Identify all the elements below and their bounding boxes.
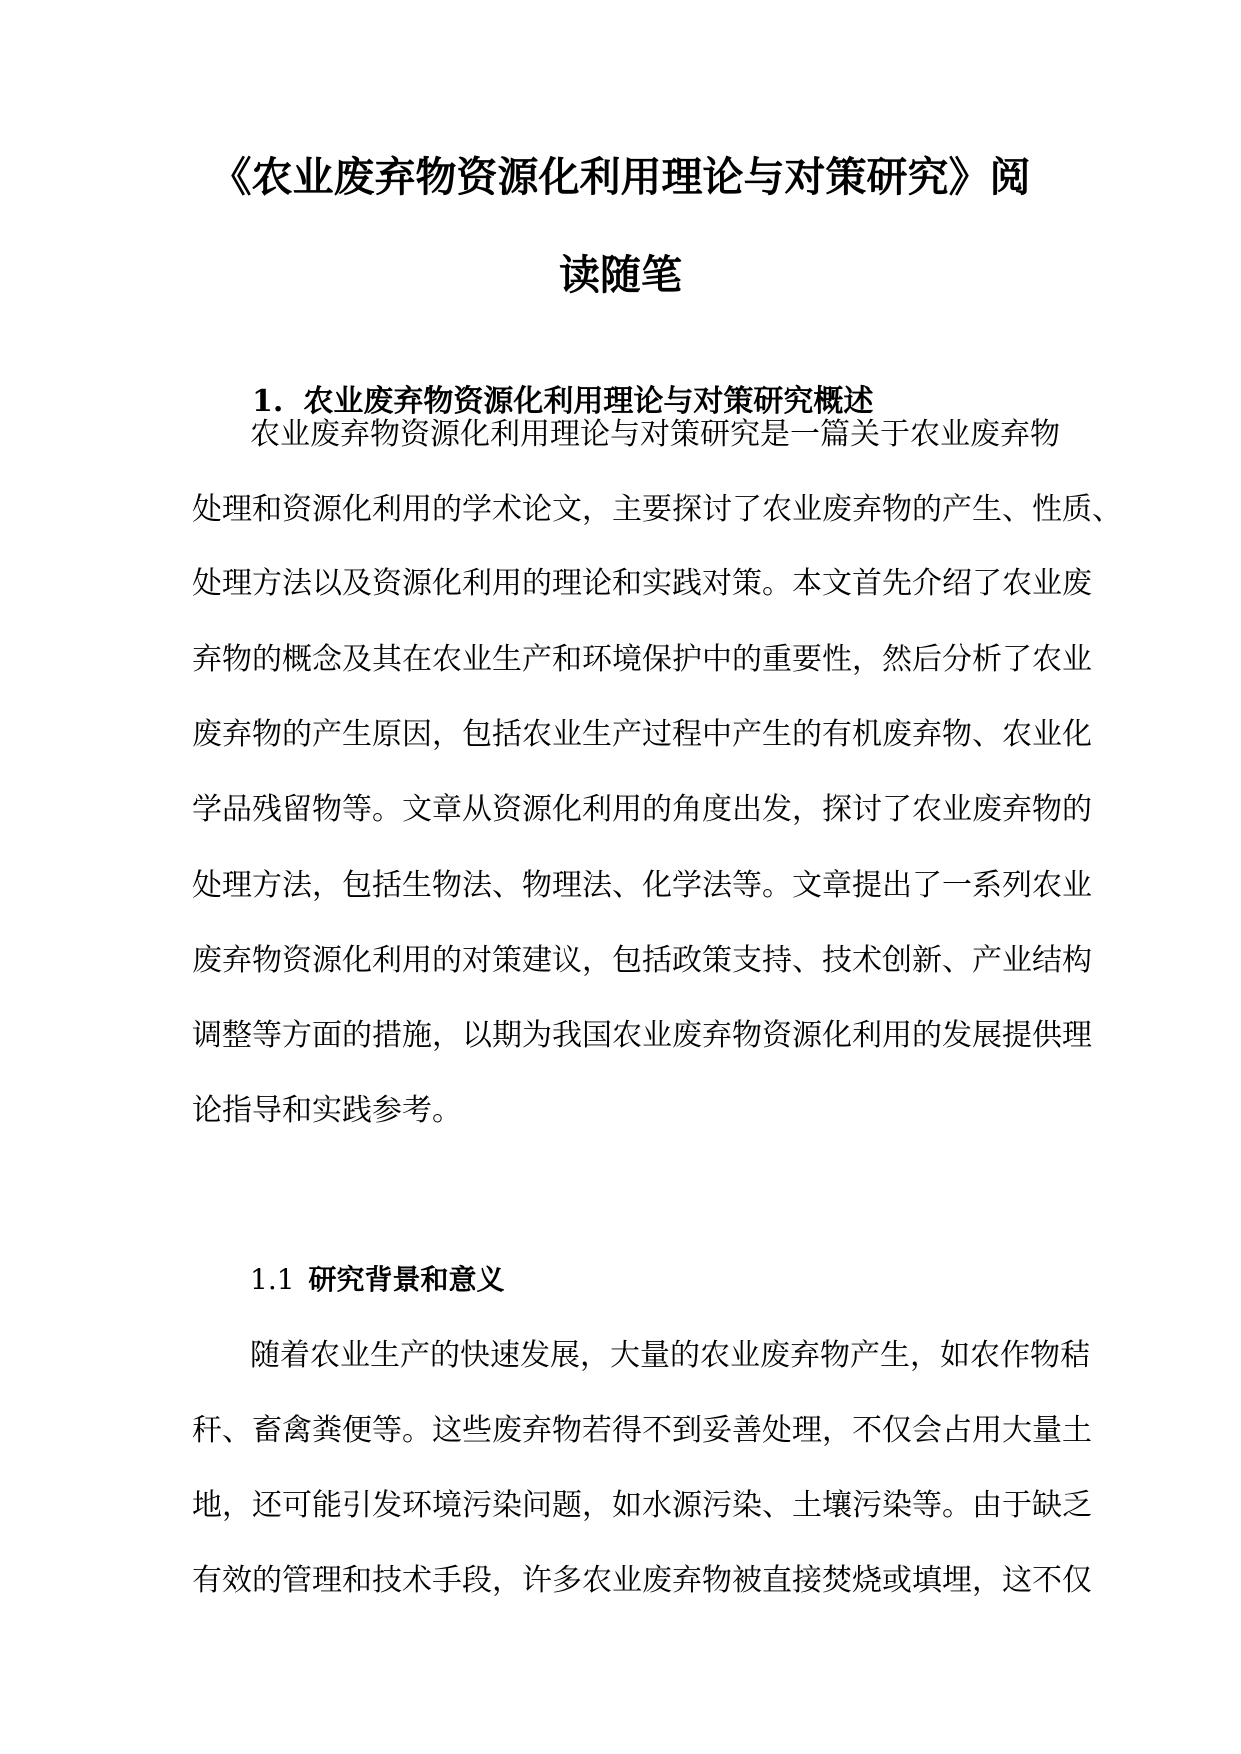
paragraph-line: 调整等方面的措施，以期为我国农业废弃物资源化利用的发展提供理 xyxy=(192,1018,1092,1053)
paragraph-line: 有效的管理和技术手段，许多农业废弃物被直接焚烧或填埋，这不仅 xyxy=(192,1563,1092,1598)
paragraph-line: 学品残留物等。文章从资源化利用的角度出发，探讨了农业废弃物的 xyxy=(192,792,1092,827)
subsection-heading-1-1 xyxy=(250,1260,505,1300)
document-title-line-2: 读随笔 xyxy=(559,251,682,299)
section-heading-text: 农业废弃物资源化利用理论与对策研究概述 xyxy=(303,384,874,419)
paragraph-line: 随着农业生产的快速发展，大量的农业废弃物产生，如农作物秸 xyxy=(250,1338,1090,1373)
subsection-heading-text: 研究背景和意义 xyxy=(308,1263,505,1296)
section-number: 1. xyxy=(252,384,284,419)
paragraph-line: 处理和资源化利用的学术论文，主要探讨了农业废弃物的产生、性质、 xyxy=(192,492,1122,527)
paragraph-line: 废弃物的产生原因，包括农业生产过程中产生的有机废弃物、农业化 xyxy=(192,717,1092,752)
paragraph-line: 废弃物资源化利用的对策建议，包括政策支持、技术创新、产业结构 xyxy=(192,943,1092,978)
paragraph-line: 弃物的概念及其在农业生产和环境保护中的重要性，然后分析了农业 xyxy=(192,642,1092,677)
paragraph-line: 论指导和实践参考。 xyxy=(192,1093,462,1128)
paragraph-line: 秆、畜禽粪便等。这些废弃物若得不到妥善处理，不仅会占用大量土 xyxy=(192,1413,1092,1448)
paragraph-line: 农业废弃物资源化利用理论与对策研究是一篇关于农业废弃物 xyxy=(250,417,1060,452)
document-title-line-1: 《农业废弃物资源化利用理论与对策研究》阅 xyxy=(210,153,1031,201)
paragraph-line: 处理方法，包括生物法、物理法、化学法等。文章提出了一系列农业 xyxy=(192,868,1092,903)
paragraph-line: 处理方法以及资源化利用的理论和实践对策。本文首先介绍了农业废 xyxy=(192,566,1092,601)
subsection-number: 1.1 xyxy=(250,1263,295,1296)
paragraph-line: 地，还可能引发环境污染问题，如水源污染、土壤污染等。由于缺乏 xyxy=(192,1488,1092,1523)
